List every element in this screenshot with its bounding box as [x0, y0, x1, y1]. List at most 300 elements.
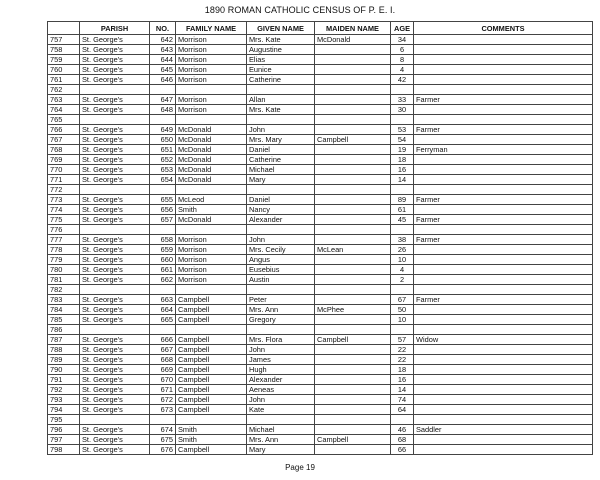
given-name-cell: John: [247, 235, 315, 245]
age-cell: 22: [391, 355, 414, 365]
row-number: 765: [48, 115, 80, 125]
parish-cell: [80, 185, 150, 195]
row-number: 767: [48, 135, 80, 145]
maiden-name-cell: [315, 295, 391, 305]
row-number: 764: [48, 105, 80, 115]
table-row: [48, 145, 593, 155]
comments-cell: [414, 225, 593, 235]
comments-cell: [414, 35, 593, 45]
table-row: [48, 215, 593, 225]
given-name-cell: Catherine: [247, 75, 315, 85]
maiden-name-cell: [315, 325, 391, 335]
family-name-cell: Campbell: [176, 445, 247, 455]
age-cell: 38: [391, 235, 414, 245]
given-name-cell: Catherine: [247, 155, 315, 165]
table-row: [48, 285, 593, 295]
no-cell: 668: [150, 355, 176, 365]
row-number: 771: [48, 175, 80, 185]
age-cell: 16: [391, 375, 414, 385]
row-number: 797: [48, 435, 80, 445]
no-cell: 660: [150, 255, 176, 265]
family-name-cell: Campbell: [176, 405, 247, 415]
given-name-cell: Alexander: [247, 375, 315, 385]
table-row: [48, 265, 593, 275]
row-number: 781: [48, 275, 80, 285]
maiden-name-cell: [315, 445, 391, 455]
maiden-name-cell: [315, 75, 391, 85]
comments-cell: Farmer: [414, 195, 593, 205]
parish-cell: St. George's: [80, 275, 150, 285]
no-cell: 643: [150, 45, 176, 55]
parish-cell: St. George's: [80, 315, 150, 325]
col-header-comments: COMMENTS: [414, 22, 593, 35]
table-row: [48, 375, 593, 385]
parish-cell: St. George's: [80, 45, 150, 55]
parish-cell: St. George's: [80, 355, 150, 365]
maiden-name-cell: [315, 165, 391, 175]
comments-cell: [414, 415, 593, 425]
age-cell: [391, 185, 414, 195]
row-number: 776: [48, 225, 80, 235]
maiden-name-cell: [315, 45, 391, 55]
family-name-cell: Campbell: [176, 345, 247, 355]
given-name-cell: Eunice: [247, 65, 315, 75]
parish-cell: St. George's: [80, 155, 150, 165]
maiden-name-cell: [315, 95, 391, 105]
parish-cell: [80, 115, 150, 125]
no-cell: 658: [150, 235, 176, 245]
comments-cell: [414, 135, 593, 145]
family-name-cell: Morrison: [176, 245, 247, 255]
col-header-given-name: GIVEN NAME: [247, 22, 315, 35]
maiden-name-cell: [315, 225, 391, 235]
maiden-name-cell: [315, 375, 391, 385]
age-cell: 10: [391, 315, 414, 325]
maiden-name-cell: McPhee: [315, 305, 391, 315]
age-cell: [391, 415, 414, 425]
table-row: [48, 395, 593, 405]
parish-cell: St. George's: [80, 305, 150, 315]
family-name-cell: Morrison: [176, 75, 247, 85]
comments-cell: [414, 75, 593, 85]
col-header-no: NO.: [150, 22, 176, 35]
given-name-cell: [247, 285, 315, 295]
comments-cell: [414, 65, 593, 75]
comments-cell: Ferryman: [414, 145, 593, 155]
given-name-cell: Elias: [247, 55, 315, 65]
no-cell: 669: [150, 365, 176, 375]
row-number: 785: [48, 315, 80, 325]
row-number: 796: [48, 425, 80, 435]
col-header-row-number: [48, 22, 80, 35]
given-name-cell: Aeneas: [247, 385, 315, 395]
family-name-cell: Campbell: [176, 385, 247, 395]
parish-cell: St. George's: [80, 205, 150, 215]
maiden-name-cell: [315, 185, 391, 195]
age-cell: 18: [391, 155, 414, 165]
family-name-cell: McDonald: [176, 155, 247, 165]
age-cell: 14: [391, 175, 414, 185]
no-cell: 675: [150, 435, 176, 445]
given-name-cell: Peter: [247, 295, 315, 305]
table-row: [48, 365, 593, 375]
col-header-age: AGE: [391, 22, 414, 35]
row-number: 761: [48, 75, 80, 85]
age-cell: 89: [391, 195, 414, 205]
given-name-cell: Mary: [247, 175, 315, 185]
parish-cell: St. George's: [80, 215, 150, 225]
age-cell: 61: [391, 205, 414, 215]
family-name-cell: Smith: [176, 435, 247, 445]
row-number: 788: [48, 345, 80, 355]
no-cell: 673: [150, 405, 176, 415]
family-name-cell: Campbell: [176, 395, 247, 405]
given-name-cell: Eusebius: [247, 265, 315, 275]
row-number: 792: [48, 385, 80, 395]
table-row: [48, 205, 593, 215]
parish-cell: St. George's: [80, 295, 150, 305]
age-cell: 26: [391, 245, 414, 255]
age-cell: 57: [391, 335, 414, 345]
given-name-cell: Angus: [247, 255, 315, 265]
parish-cell: St. George's: [80, 145, 150, 155]
parish-cell: St. George's: [80, 425, 150, 435]
comments-cell: [414, 265, 593, 275]
comments-cell: [414, 445, 593, 455]
given-name-cell: Mary: [247, 445, 315, 455]
table-row: [48, 165, 593, 175]
table-row: [48, 325, 593, 335]
given-name-cell: John: [247, 345, 315, 355]
maiden-name-cell: [315, 285, 391, 295]
no-cell: [150, 115, 176, 125]
no-cell: [150, 185, 176, 195]
table-row: [48, 275, 593, 285]
family-name-cell: Campbell: [176, 365, 247, 375]
family-name-cell: Campbell: [176, 295, 247, 305]
no-cell: [150, 85, 176, 95]
age-cell: 42: [391, 75, 414, 85]
comments-cell: Farmer: [414, 235, 593, 245]
no-cell: 663: [150, 295, 176, 305]
no-cell: 674: [150, 425, 176, 435]
age-cell: 30: [391, 105, 414, 115]
given-name-cell: [247, 85, 315, 95]
family-name-cell: Morrison: [176, 55, 247, 65]
comments-cell: [414, 105, 593, 115]
parish-cell: St. George's: [80, 445, 150, 455]
parish-cell: St. George's: [80, 75, 150, 85]
table-row: [48, 125, 593, 135]
row-number: 795: [48, 415, 80, 425]
comments-cell: [414, 175, 593, 185]
family-name-cell: Smith: [176, 425, 247, 435]
table-row: [48, 45, 593, 55]
comments-cell: [414, 395, 593, 405]
row-number: 784: [48, 305, 80, 315]
family-name-cell: McDonald: [176, 175, 247, 185]
age-cell: 50: [391, 305, 414, 315]
table-row: [48, 235, 593, 245]
table-row: [48, 345, 593, 355]
comments-cell: [414, 305, 593, 315]
parish-cell: St. George's: [80, 165, 150, 175]
table-row: [48, 155, 593, 165]
comments-cell: [414, 55, 593, 65]
family-name-cell: Campbell: [176, 355, 247, 365]
maiden-name-cell: [315, 265, 391, 275]
row-number: 763: [48, 95, 80, 105]
given-name-cell: John: [247, 125, 315, 135]
header-row: [48, 22, 593, 35]
maiden-name-cell: Campbell: [315, 335, 391, 345]
maiden-name-cell: [315, 195, 391, 205]
table-row: [48, 245, 593, 255]
given-name-cell: Daniel: [247, 195, 315, 205]
given-name-cell: Kate: [247, 405, 315, 415]
comments-cell: [414, 115, 593, 125]
age-cell: 6: [391, 45, 414, 55]
comments-cell: [414, 405, 593, 415]
row-number: 773: [48, 195, 80, 205]
no-cell: 667: [150, 345, 176, 355]
comments-cell: Farmer: [414, 295, 593, 305]
comments-cell: [414, 365, 593, 375]
no-cell: [150, 415, 176, 425]
age-cell: 54: [391, 135, 414, 145]
table-row: [48, 175, 593, 185]
family-name-cell: McDonald: [176, 215, 247, 225]
row-number: 783: [48, 295, 80, 305]
no-cell: 670: [150, 375, 176, 385]
age-cell: 46: [391, 425, 414, 435]
row-number: 789: [48, 355, 80, 365]
row-number: 778: [48, 245, 80, 255]
parish-cell: St. George's: [80, 35, 150, 45]
maiden-name-cell: [315, 345, 391, 355]
family-name-cell: Campbell: [176, 335, 247, 345]
row-number: 794: [48, 405, 80, 415]
comments-cell: [414, 185, 593, 195]
parish-cell: St. George's: [80, 65, 150, 75]
table-row: [48, 65, 593, 75]
no-cell: [150, 285, 176, 295]
age-cell: 64: [391, 405, 414, 415]
given-name-cell: Augustine: [247, 45, 315, 55]
family-name-cell: [176, 415, 247, 425]
parish-cell: St. George's: [80, 255, 150, 265]
no-cell: 661: [150, 265, 176, 275]
parish-cell: [80, 85, 150, 95]
age-cell: 33: [391, 95, 414, 105]
row-number: 759: [48, 55, 80, 65]
maiden-name-cell: Campbell: [315, 135, 391, 145]
age-cell: [391, 225, 414, 235]
no-cell: [150, 225, 176, 235]
row-number: 777: [48, 235, 80, 245]
given-name-cell: Mrs. Ann: [247, 435, 315, 445]
parish-cell: St. George's: [80, 135, 150, 145]
no-cell: 649: [150, 125, 176, 135]
table-row: [48, 405, 593, 415]
table-row: [48, 195, 593, 205]
row-number: 786: [48, 325, 80, 335]
no-cell: 646: [150, 75, 176, 85]
table-row: [48, 445, 593, 455]
parish-cell: St. George's: [80, 435, 150, 445]
maiden-name-cell: McLean: [315, 245, 391, 255]
age-cell: 18: [391, 365, 414, 375]
no-cell: 662: [150, 275, 176, 285]
table-row: [48, 55, 593, 65]
row-number: 766: [48, 125, 80, 135]
col-header-parish: PARISH: [80, 22, 150, 35]
table-row: [48, 255, 593, 265]
age-cell: 2: [391, 275, 414, 285]
maiden-name-cell: [315, 385, 391, 395]
parish-cell: St. George's: [80, 235, 150, 245]
row-number: 770: [48, 165, 80, 175]
table-row: [48, 435, 593, 445]
family-name-cell: Morrison: [176, 275, 247, 285]
family-name-cell: McDonald: [176, 145, 247, 155]
maiden-name-cell: [315, 275, 391, 285]
no-cell: 676: [150, 445, 176, 455]
maiden-name-cell: [315, 365, 391, 375]
parish-cell: St. George's: [80, 125, 150, 135]
row-number: 760: [48, 65, 80, 75]
col-header-family-name: FAMILY NAME: [176, 22, 247, 35]
table-row: [48, 355, 593, 365]
age-cell: 45: [391, 215, 414, 225]
no-cell: 657: [150, 215, 176, 225]
comments-cell: [414, 45, 593, 55]
parish-cell: St. George's: [80, 345, 150, 355]
given-name-cell: Allan: [247, 95, 315, 105]
table-row: [48, 85, 593, 95]
family-name-cell: Smith: [176, 205, 247, 215]
family-name-cell: [176, 115, 247, 125]
page-title: 1890 ROMAN CATHOLIC CENSUS OF P. E. I.: [204, 5, 396, 15]
page-number: Page 19: [285, 463, 315, 472]
parish-cell: St. George's: [80, 395, 150, 405]
maiden-name-cell: [315, 105, 391, 115]
row-number: 769: [48, 155, 80, 165]
given-name-cell: [247, 325, 315, 335]
parish-cell: [80, 325, 150, 335]
maiden-name-cell: [315, 85, 391, 95]
given-name-cell: Mrs. Kate: [247, 105, 315, 115]
family-name-cell: McDonald: [176, 125, 247, 135]
maiden-name-cell: [315, 175, 391, 185]
comments-cell: [414, 275, 593, 285]
given-name-cell: Daniel: [247, 145, 315, 155]
parish-cell: St. George's: [80, 265, 150, 275]
maiden-name-cell: [315, 315, 391, 325]
family-name-cell: McLeod: [176, 195, 247, 205]
maiden-name-cell: [315, 415, 391, 425]
table-row: [48, 75, 593, 85]
comments-cell: Widow: [414, 335, 593, 345]
maiden-name-cell: [315, 145, 391, 155]
maiden-name-cell: [315, 125, 391, 135]
comments-cell: [414, 355, 593, 365]
no-cell: 671: [150, 385, 176, 395]
age-cell: 22: [391, 345, 414, 355]
col-header-maiden-name: MAIDEN NAME: [315, 22, 391, 35]
family-name-cell: Campbell: [176, 375, 247, 385]
given-name-cell: [247, 225, 315, 235]
maiden-name-cell: [315, 205, 391, 215]
given-name-cell: Mrs. Cecily: [247, 245, 315, 255]
no-cell: [150, 325, 176, 335]
row-number: 779: [48, 255, 80, 265]
age-cell: 68: [391, 435, 414, 445]
table-row: [48, 415, 593, 425]
parish-cell: St. George's: [80, 195, 150, 205]
row-number: 772: [48, 185, 80, 195]
table-row: [48, 335, 593, 345]
given-name-cell: Mrs. Mary: [247, 135, 315, 145]
row-number: 790: [48, 365, 80, 375]
table-row: [48, 135, 593, 145]
row-number: 793: [48, 395, 80, 405]
given-name-cell: Michael: [247, 165, 315, 175]
maiden-name-cell: [315, 425, 391, 435]
maiden-name-cell: [315, 155, 391, 165]
family-name-cell: McDonald: [176, 135, 247, 145]
row-number: 768: [48, 145, 80, 155]
comments-cell: Farmer: [414, 95, 593, 105]
age-cell: 19: [391, 145, 414, 155]
age-cell: [391, 85, 414, 95]
given-name-cell: Nancy: [247, 205, 315, 215]
comments-cell: [414, 375, 593, 385]
family-name-cell: [176, 185, 247, 195]
parish-cell: St. George's: [80, 385, 150, 395]
parish-cell: St. George's: [80, 95, 150, 105]
table-row: [48, 115, 593, 125]
table-row: [48, 385, 593, 395]
age-cell: 67: [391, 295, 414, 305]
given-name-cell: Mrs. Kate: [247, 35, 315, 45]
maiden-name-cell: [315, 215, 391, 225]
age-cell: 34: [391, 35, 414, 45]
age-cell: 53: [391, 125, 414, 135]
parish-cell: St. George's: [80, 55, 150, 65]
maiden-name-cell: [315, 395, 391, 405]
comments-cell: Farmer: [414, 215, 593, 225]
maiden-name-cell: [315, 115, 391, 125]
table-row: [48, 185, 593, 195]
family-name-cell: Morrison: [176, 95, 247, 105]
no-cell: 654: [150, 175, 176, 185]
comments-cell: [414, 325, 593, 335]
given-name-cell: Hugh: [247, 365, 315, 375]
parish-cell: St. George's: [80, 375, 150, 385]
age-cell: 10: [391, 255, 414, 265]
no-cell: 653: [150, 165, 176, 175]
maiden-name-cell: [315, 65, 391, 75]
family-name-cell: Morrison: [176, 35, 247, 45]
family-name-cell: Campbell: [176, 305, 247, 315]
no-cell: 672: [150, 395, 176, 405]
family-name-cell: Morrison: [176, 235, 247, 245]
given-name-cell: Gregory: [247, 315, 315, 325]
given-name-cell: Mrs. Flora: [247, 335, 315, 345]
table-row: [48, 105, 593, 115]
parish-cell: [80, 225, 150, 235]
